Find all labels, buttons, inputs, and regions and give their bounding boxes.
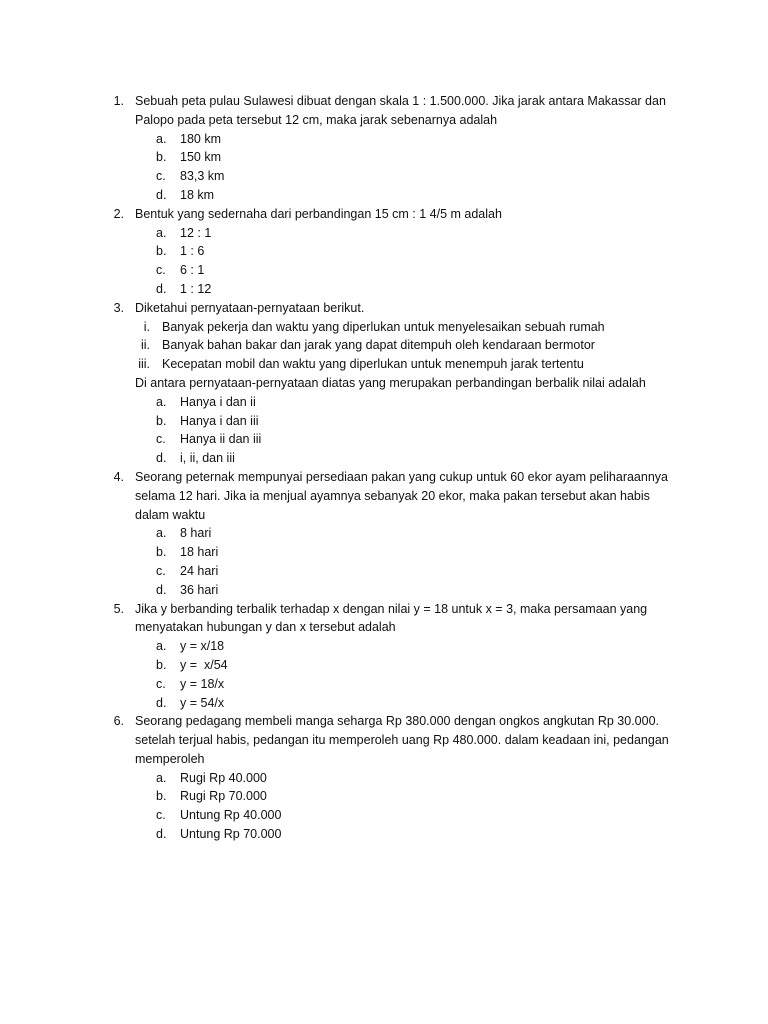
option-text: Hanya i dan iii xyxy=(180,413,259,428)
option-letter: c. xyxy=(156,169,166,184)
question-text: Di antara pernyataan-pernyataan diatas yang merupakan perbandingan berbalik nilai adalah xyxy=(135,375,646,390)
statement-item xyxy=(0,355,768,374)
option-text: 12 : 1 xyxy=(180,225,212,240)
option-letter: a. xyxy=(156,770,167,785)
option-letter: c. xyxy=(156,432,166,447)
option-text: 1 : 6 xyxy=(180,244,205,259)
option-item xyxy=(0,130,768,149)
question-2 xyxy=(0,205,768,224)
option-item xyxy=(0,261,768,280)
statement-numeral: ii. xyxy=(140,338,150,353)
option-letter: c. xyxy=(156,263,166,278)
question-text: memperoleh xyxy=(135,751,205,766)
question-text: Sebuah peta pulau Sulawesi dibuat dengan skala 1 : 1.500.000. Jika jarak antara Makassar dan xyxy=(135,94,666,108)
option-letter: d. xyxy=(156,451,167,466)
option-item xyxy=(0,543,768,562)
question-text: Seorang pedagang membeli manga seharga Rp 380.000 dengan ongkos angkutan Rp 30.000. xyxy=(135,714,660,729)
option-letter: d. xyxy=(156,582,167,597)
question-text-line xyxy=(0,750,768,769)
question-text-line xyxy=(0,487,768,506)
question-number: 3. xyxy=(113,300,124,315)
option-letter: a. xyxy=(156,639,167,654)
option-text: y = 54/x xyxy=(180,695,225,710)
statement-text: Banyak pekerja dan waktu yang diperlukan untuk menyelesaikan sebuah rumah xyxy=(162,319,605,334)
option-item xyxy=(0,675,768,694)
question-text: setelah terjual habis, pedangan itu memperoleh uang Rp 480.000. dalam keadaan ini, pedangan xyxy=(135,733,669,748)
question-3 xyxy=(0,299,768,318)
question-text-line xyxy=(0,111,768,130)
question-1 xyxy=(0,92,768,111)
option-item xyxy=(0,787,768,806)
question-5 xyxy=(0,600,768,619)
question-text: menyatakan hubungan y dan x tersebut adalah xyxy=(135,620,396,635)
option-text: y = x/54 xyxy=(180,657,228,672)
statement-numeral: iii. xyxy=(138,357,150,372)
option-text: 24 hari xyxy=(180,563,219,578)
statement-item xyxy=(0,336,768,355)
option-letter: b. xyxy=(156,413,167,428)
option-text: 150 km xyxy=(180,150,221,165)
question-text: Diketahui pernyataan-pernyataan berikut. xyxy=(135,300,365,315)
option-letter: d. xyxy=(156,187,167,202)
question-text-line xyxy=(0,506,768,525)
option-text: i, ii, dan iii xyxy=(180,451,235,466)
option-item xyxy=(0,224,768,243)
question-text: Palopo pada peta tersebut 12 cm, maka jarak sebenarnya adalah xyxy=(135,112,498,127)
option-text: 18 hari xyxy=(180,545,219,560)
question-text-line xyxy=(0,374,768,393)
option-item xyxy=(0,242,768,261)
option-text: 36 hari xyxy=(180,582,219,597)
option-item xyxy=(0,449,768,468)
statement-text: Banyak bahan bakar dan jarak yang dapat ditempuh oleh kendaraan bermotor xyxy=(162,338,595,353)
statement-numeral: i. xyxy=(143,319,150,334)
option-letter: a. xyxy=(156,526,167,541)
option-text: y = x/18 xyxy=(180,639,225,654)
option-text: 8 hari xyxy=(180,526,212,541)
option-text: 6 : 1 xyxy=(180,263,205,278)
option-letter: b. xyxy=(156,150,167,165)
option-letter: b. xyxy=(156,545,167,560)
option-item xyxy=(0,806,768,825)
option-item xyxy=(0,148,768,167)
option-letter: d. xyxy=(156,827,167,842)
option-letter: a. xyxy=(156,394,167,409)
option-text: Untung Rp 70.000 xyxy=(180,827,282,842)
option-text: 18 km xyxy=(180,187,215,202)
question-text: Seorang peternak mempunyai persediaan pakan yang cukup untuk 60 ekor ayam peliharaannya xyxy=(135,469,668,484)
option-letter: b. xyxy=(156,789,167,804)
option-letter: c. xyxy=(156,676,166,691)
option-item xyxy=(0,524,768,543)
question-text: Jika y berbanding terbalik terhadap x dengan nilai y = 18 untuk x = 3, maka persamaan yang xyxy=(135,601,648,616)
option-item xyxy=(0,581,768,600)
question-text-line xyxy=(0,618,768,637)
option-text: Untung Rp 40.000 xyxy=(180,808,282,823)
option-item xyxy=(0,769,768,788)
option-letter: a. xyxy=(156,225,167,240)
statement-item xyxy=(0,318,768,337)
option-text: 1 : 12 xyxy=(180,281,212,296)
question-number: 6. xyxy=(113,714,124,729)
option-text: Rugi Rp 40.000 xyxy=(180,770,267,785)
question-6 xyxy=(0,712,768,731)
question-text: selama 12 hari. Jika ia menjual ayamnya sebanyak 20 ekor, maka pakan tersebut akan habis xyxy=(135,488,650,503)
option-letter: a. xyxy=(156,131,167,146)
option-item xyxy=(0,412,768,431)
option-item xyxy=(0,186,768,205)
option-letter: b. xyxy=(156,244,167,259)
option-text: y = 18/x xyxy=(180,676,225,691)
option-text: 83,3 km xyxy=(180,169,225,184)
option-text: 180 km xyxy=(180,131,221,146)
question-4 xyxy=(0,468,768,487)
option-item xyxy=(0,562,768,581)
option-text: Hanya i dan ii xyxy=(180,394,256,409)
option-item xyxy=(0,656,768,675)
option-letter: d. xyxy=(156,695,167,710)
question-number: 4. xyxy=(113,469,124,484)
question-text: Bentuk yang sedernaha dari perbandingan 15 cm : 1 4/5 m adalah xyxy=(135,206,502,221)
option-letter: c. xyxy=(156,563,166,578)
document-page xyxy=(0,92,768,844)
option-item xyxy=(0,280,768,299)
question-text: dalam waktu xyxy=(135,507,206,522)
option-letter: b. xyxy=(156,657,167,672)
question-text-line xyxy=(0,731,768,750)
option-letter: c. xyxy=(156,808,166,823)
option-item xyxy=(0,825,768,844)
option-item xyxy=(0,637,768,656)
question-number: 2. xyxy=(113,206,124,221)
statement-text: Kecepatan mobil dan waktu yang diperlukan untuk menempuh jarak tertentu xyxy=(162,357,584,372)
option-text: Hanya ii dan iii xyxy=(180,432,262,447)
option-item xyxy=(0,393,768,412)
option-item xyxy=(0,694,768,713)
question-number: 1. xyxy=(113,94,124,108)
option-letter: d. xyxy=(156,281,167,296)
option-text: Rugi Rp 70.000 xyxy=(180,789,267,804)
option-item xyxy=(0,430,768,449)
option-item xyxy=(0,167,768,186)
question-number: 5. xyxy=(113,601,124,616)
